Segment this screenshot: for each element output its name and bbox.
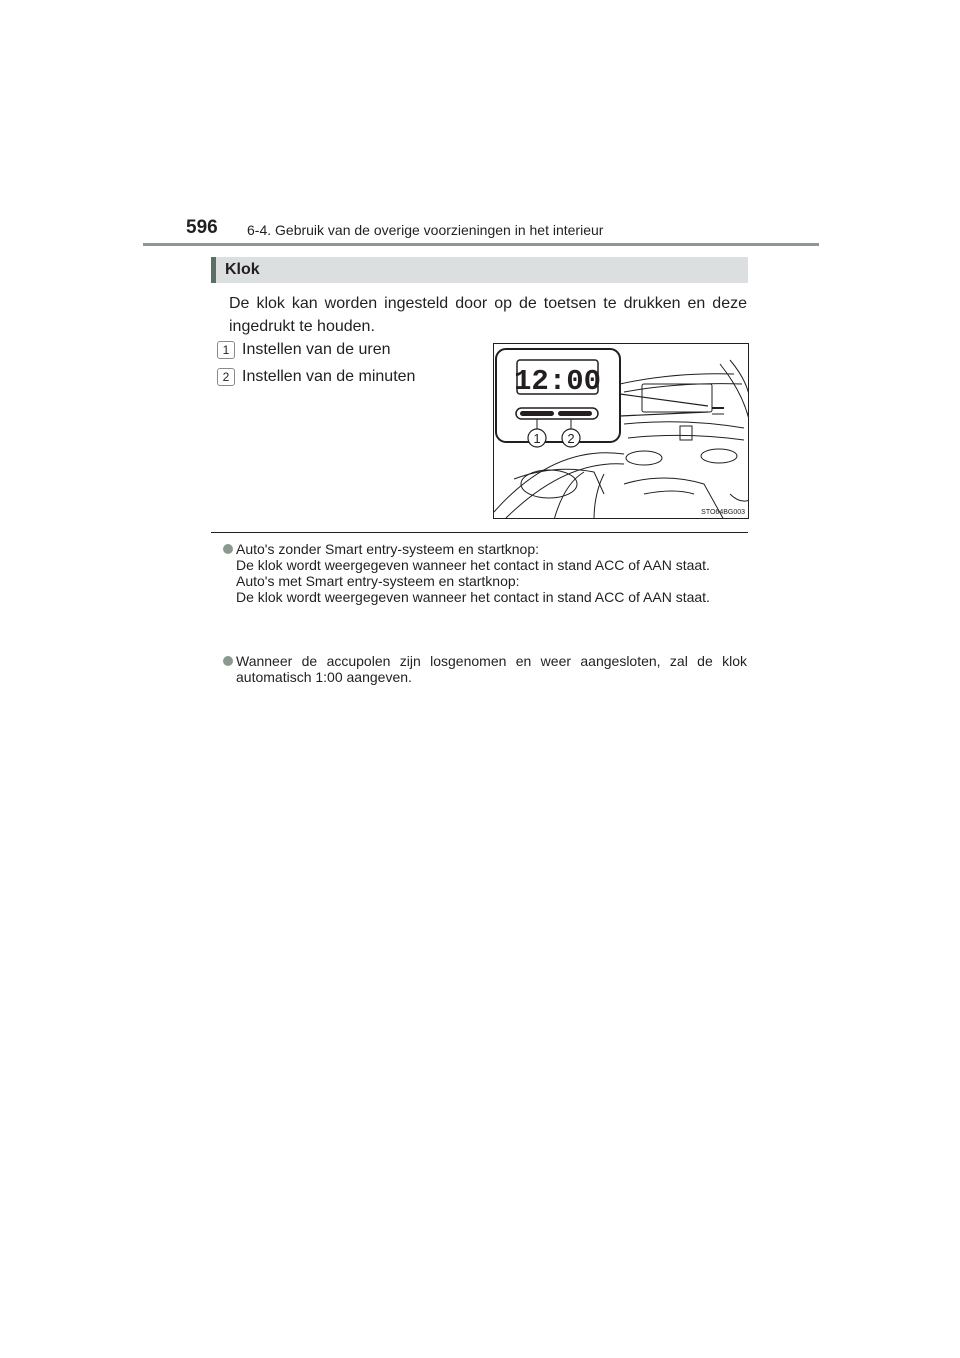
header-divider [143,243,819,246]
note-body [236,541,747,605]
note-paragraph: De klok wordt weergegeven wanneer het contact in stand ACC of AAN staat. [236,557,710,573]
callout-label: 1 [533,431,541,446]
step-number-badge: 1 [217,341,235,359]
clock-illustration [493,343,749,519]
page-header [186,217,786,241]
step-label: Instellen van de minuten [242,368,416,385]
step-number-badge: 2 [217,368,235,386]
note-paragraph: Auto's zonder Smart entry-systeem en startknop: [236,541,540,557]
section-heading-bar [211,257,748,283]
figure-code: STO64BG003 [701,509,745,516]
callout-label: 2 [567,431,575,446]
note-paragraph: De klok wordt weergegeven wanneer het contact in stand ACC of AAN staat. [236,589,710,605]
intro-paragraph: De klok kan worden ingesteld door op de toetsen te drukken en deze ingedrukt te houden. [229,295,747,335]
page-number: 596 [186,217,218,238]
hour-button [520,411,554,416]
section-title: Klok [225,261,260,278]
minute-button [558,411,592,416]
note-paragraph: Wanneer de accupolen zijn losgenomen en weer aangesloten, zal de klok automatisch 1:00 aangeven. [236,653,747,685]
step-label: Instellen van de uren [242,341,391,358]
clock-digits: 12:00 [513,365,602,398]
bullet-icon [223,656,233,666]
note-paragraph: Auto's met Smart entry-systeem en startknop: [236,573,520,589]
note-body [236,653,747,685]
notes-divider [211,532,748,533]
bullet-icon [223,544,233,554]
section-accent [211,257,216,283]
chapter-title: 6-4. Gebruik van de overige voorzieningen in het interieur [247,222,604,238]
